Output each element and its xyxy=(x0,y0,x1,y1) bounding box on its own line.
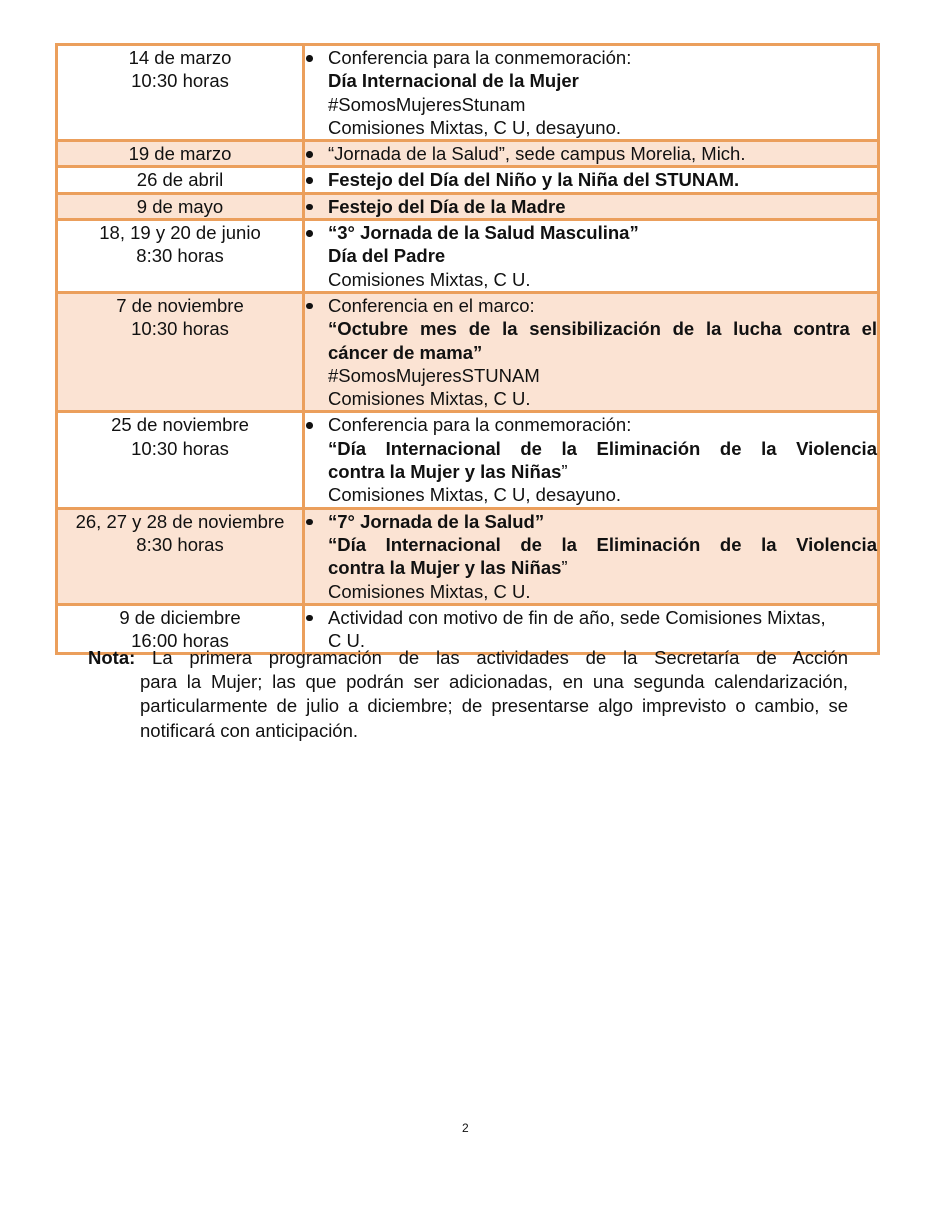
table-row xyxy=(57,167,879,193)
event-date: 7 de noviembre xyxy=(116,294,244,316)
activity-cell xyxy=(304,292,879,411)
note-label: Nota: xyxy=(88,647,136,668)
bullet-icon xyxy=(305,142,328,158)
activity-title: “Octubre mes de la sensibilización de la lucha contra el xyxy=(328,318,877,340)
event-time: 10:30 horas xyxy=(131,318,229,340)
date-cell xyxy=(57,292,304,411)
activity-location: Comisiones Mixtas, C U. xyxy=(328,580,531,602)
table-row xyxy=(57,292,879,411)
event-time: 8:30 horas xyxy=(136,533,224,555)
activity-title: “7° Jornada de la Salud” xyxy=(328,510,545,532)
activity-title-continued: cáncer de mama” xyxy=(328,341,483,363)
bullet-icon xyxy=(305,46,328,62)
event-date: 25 de noviembre xyxy=(111,414,249,436)
table-row xyxy=(57,412,879,508)
activity-cell xyxy=(304,220,879,293)
activity-hashtag: #SomosMujeresStunam xyxy=(328,93,526,115)
date-cell xyxy=(57,220,304,293)
activity-subtitle: “Día Internacional de la Eliminación de la Violencia xyxy=(328,533,877,555)
activity-cell xyxy=(304,167,879,193)
activity-intro: Conferencia para la conmemoración: xyxy=(328,414,632,436)
activity-title: Actividad con motivo de fin de año, sede Comisiones Mixtas, xyxy=(328,606,826,628)
note-paragraph xyxy=(88,646,848,743)
activity-title: “3° Jornada de la Salud Masculina” xyxy=(328,222,639,244)
activity-title-continued: contra la Mujer y las Niñas xyxy=(328,461,562,483)
activity-cell xyxy=(304,141,879,167)
activity-location: Comisiones Mixtas, C U. xyxy=(328,388,531,410)
closing-quote: ” xyxy=(561,461,568,483)
activity-subtitle-continued-wrap xyxy=(328,556,877,579)
event-date: 14 de marzo xyxy=(128,47,232,68)
activity-cell xyxy=(304,508,879,604)
activity-title-continued: C U. xyxy=(328,630,365,652)
event-time: 8:30 horas xyxy=(136,245,224,267)
event-date: 18, 19 y 20 de junio xyxy=(99,222,261,244)
date-cell xyxy=(57,193,304,219)
note-first-line xyxy=(88,646,848,670)
activity-intro: Conferencia para la conmemoración: xyxy=(328,47,632,68)
page-number: 2 xyxy=(462,1121,469,1135)
bullet-icon xyxy=(305,195,328,211)
note-body: para la Mujer; las que podrán ser adicionadas, en una segunda calendarización, particularmente de julio a diciembre; de presentarse algo imprevisto o cambio, se notificará con anticipación. xyxy=(140,671,848,741)
activity-title-continued-wrap xyxy=(328,460,877,483)
date-cell xyxy=(57,45,304,141)
activity-title: “Día Internacional de la Eliminación de la Violencia xyxy=(328,437,877,459)
activity-location: Comisiones Mixtas, C U, desayuno. xyxy=(328,484,622,506)
event-date: 26, 27 y 28 de noviembre xyxy=(75,510,285,532)
bullet-icon xyxy=(305,606,328,622)
activity-title: Festejo del Día del Niño y la Niña del STUNAM. xyxy=(328,169,740,191)
activity-cell xyxy=(304,45,879,141)
activity-hashtag: #SomosMujeresSTUNAM xyxy=(328,364,540,386)
bullet-icon xyxy=(305,413,328,429)
activity-subtitle: Día del Padre xyxy=(328,245,446,267)
event-date: 9 de mayo xyxy=(136,195,224,217)
activity-intro: Conferencia en el marco: xyxy=(328,294,535,316)
date-cell xyxy=(57,167,304,193)
activity-cell xyxy=(304,412,879,508)
activity-location: Comisiones Mixtas, C U. xyxy=(328,268,531,290)
table-row xyxy=(57,45,879,141)
date-cell xyxy=(57,508,304,604)
bullet-icon xyxy=(305,510,328,526)
event-date: 19 de marzo xyxy=(128,143,232,165)
event-time: 16:00 horas xyxy=(131,630,229,652)
note-line1: La primera programación de las actividades de la Secretaría de Acción xyxy=(152,647,848,668)
activity-cell xyxy=(304,193,879,219)
event-date: 9 de diciembre xyxy=(119,606,241,628)
closing-quote: ” xyxy=(561,557,568,579)
bullet-icon xyxy=(305,221,328,237)
bullet-icon xyxy=(305,168,328,184)
activities-table xyxy=(55,43,880,655)
event-date: 26 de abril xyxy=(136,169,224,191)
table-row xyxy=(57,220,879,293)
activity-title: Festejo del Día de la Madre xyxy=(328,195,566,217)
event-time: 10:30 horas xyxy=(131,70,229,92)
activity-subtitle-continued: contra la Mujer y las Niñas xyxy=(328,557,562,579)
activity-title: “Jornada de la Salud”, sede campus Morelia, Mich. xyxy=(328,143,746,165)
activity-title: Día Internacional de la Mujer xyxy=(328,70,579,92)
event-time: 10:30 horas xyxy=(131,437,229,459)
bullet-icon xyxy=(305,294,328,310)
table-row xyxy=(57,193,879,219)
date-cell xyxy=(57,412,304,508)
table-row xyxy=(57,141,879,167)
date-cell xyxy=(57,141,304,167)
table-row xyxy=(57,508,879,604)
activity-location: Comisiones Mixtas, C U, desayuno. xyxy=(328,116,622,138)
